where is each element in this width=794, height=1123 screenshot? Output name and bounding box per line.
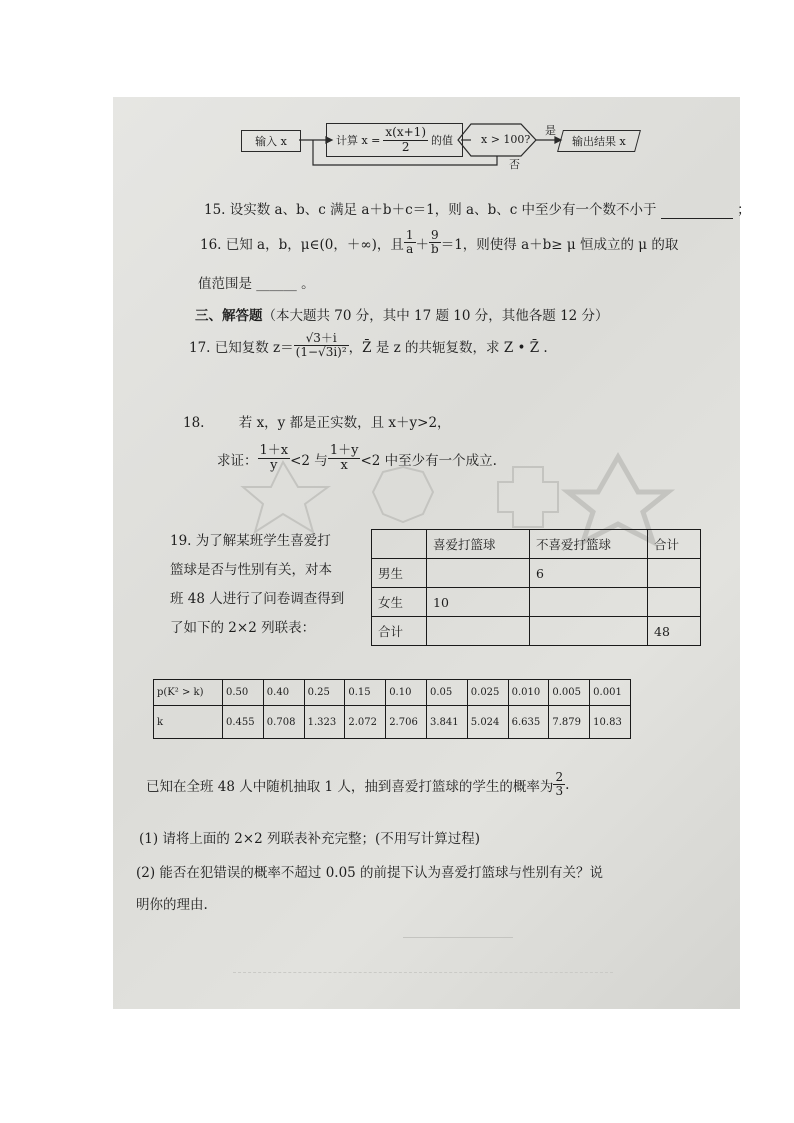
table-cell [530,588,648,617]
table-cell: 2.706 [386,706,427,739]
q19-line-3: 班 48 人进行了问卷调查得到 [170,591,345,607]
q16-fraction-2 [429,229,441,256]
q16-fraction-1 [404,229,416,256]
table-cell: 48 [648,617,701,646]
bleed-through-line [403,937,513,938]
table-header-cell: 合计 [648,530,701,559]
flow-output-label: 输出结果 x [572,135,626,148]
k-label-cell: k [154,706,223,739]
q18-f2-num: 1＋y [329,443,359,458]
table-cell: 2.072 [345,706,386,739]
q16-f1-den: a [406,242,414,257]
q19-sub-1: (1) 请将上面的 2×2 列联表补充完整；(不用写计算过程) [139,831,481,847]
q18-fraction-2 [328,444,361,474]
q18-f2-den: x [340,458,348,474]
table-cell: 男生 [372,559,427,588]
question-18 [183,411,451,431]
q18-prove-label: 求证： [217,452,258,469]
q17-den: (1−√3i)² [295,345,347,360]
flow-no-label: 否 [509,158,520,171]
q18-fraction-1 [258,444,291,474]
question-17 [189,332,548,359]
table-cell: 0.005 [549,680,590,706]
flow-compute-suffix: 的值 [431,134,453,147]
table-cell: 0.15 [345,680,386,706]
table-cell: 0.05 [426,680,467,706]
q16-rest: ＝1，则使得 a＋b≥ μ 恒成立的 μ 的取 [440,236,679,253]
q16-line2: 值范围是 [198,276,252,292]
table-row [372,530,701,559]
q19-prob-fraction [553,771,565,798]
flow-decision-label: x > 100? [481,133,531,146]
table-cell: 0.50 [223,680,264,706]
table-cell [427,617,530,646]
q17-lead: 17. 已知复数 z＝ [189,339,294,356]
q16-end: 。 [301,276,315,292]
q15-tail: ； [737,202,751,218]
flow-compute-den: 2 [401,139,410,154]
q15-blank [661,202,733,219]
q19-sub-2: (2) 能否在犯错误的概率不超过 0.05 的前提下认为喜爱打篮球与性别有关？说 [136,865,604,881]
q19-prob-text: 已知在全班 48 人中随机抽取 1 人，抽到喜爱打篮球的学生的概率为 [146,778,554,795]
table-cell: 6.635 [508,706,549,739]
q18-number: 18. [183,415,205,431]
q16-f1-num: 1 [405,228,414,242]
table-cell: 0.40 [263,680,304,706]
q16-plus: ＋ [415,236,430,253]
q18-lt1: <2 与 [290,452,328,469]
table-cell: 10 [427,588,530,617]
q19-prob-num: 2 [555,770,564,784]
table-cell: 6 [530,559,648,588]
table-row [372,559,701,588]
table-row [372,588,701,617]
q19-line-1: 19. 为了解某班学生喜爱打 [170,533,331,549]
exam-paper [113,97,751,1009]
table-cell [372,530,427,559]
question-18-prove [217,444,497,474]
flow-compute-label: 计算 x = [335,134,381,147]
q17-num: √3＋i [294,332,349,346]
q19-line-4: 了如下的 2×2 列联表： [170,620,316,636]
q18-f1-den: y [270,458,278,474]
section-3-heading [195,304,609,324]
q16-lead: 16. 已知 a，b，μ∈(0，＋∞)，且 [200,236,404,253]
table-cell: 0.25 [304,680,345,706]
table-cell [530,617,648,646]
bleed-through-line [233,972,613,973]
q16-f2-num: 9 [429,229,441,243]
q19-prob-end: . [565,776,570,793]
table-cell: 0.001 [590,680,631,706]
q19-probability [146,771,569,798]
flow-yes-label: 是 [545,124,556,137]
q18-lt2: <2 中至少有一个成立. [360,452,497,469]
table-cell: 5.024 [467,706,508,739]
table-row [154,680,631,706]
table-cell: 0.10 [386,680,427,706]
question-16-line2 [198,272,315,292]
q19-prob-den: 3 [555,784,564,799]
table-cell: 7.879 [549,706,590,739]
flow-output-box [557,130,641,152]
table-header-cell: 不喜爱打篮球 [530,530,648,559]
flow-input-label: 输入 x [255,135,287,148]
table-cell [648,559,701,588]
section-3-title: 三、解答题 [195,308,263,324]
critical-value-table [153,679,631,739]
section-3-note: （本大题共 70 分，其中 17 题 10 分，其他各题 12 分） [262,308,609,324]
q17-rest: ，Z̄ 是 z 的共轭复数，求 Z • Z̄ . [348,339,548,356]
table-cell: 0.708 [263,706,304,739]
q18-line1: 若 x，y 都是正实数，且 x＋y>2， [238,415,451,431]
table-cell: 1.323 [304,706,345,739]
table-cell: 3.841 [426,706,467,739]
question-15 [204,198,751,219]
table-cell [648,588,701,617]
p-label-cell: p(K² > k) [154,680,223,706]
question-19-intro [170,527,344,643]
q15-text: 15. 设实数 a、b、c 满足 a＋b＋c＝1，则 a、b、c 中至少有一个数不小于 [204,202,657,218]
q18-f1-num: 1＋x [259,443,289,458]
table-cell: 女生 [372,588,427,617]
contingency-table [371,529,701,646]
table-cell: 合计 [372,617,427,646]
question-16 [200,229,678,256]
table-cell: 0.025 [467,680,508,706]
q19-sub-2b: 明你的理由. [136,897,208,913]
q16-blank: ______ [256,276,297,292]
q17-fraction [294,332,349,359]
table-cell: 0.455 [223,706,264,739]
table-row [372,617,701,646]
table-cell: 0.010 [508,680,549,706]
table-header-cell: 喜爱打篮球 [427,530,530,559]
table-cell [427,559,530,588]
table-cell: 10.83 [590,706,631,739]
q16-f2-den: b [431,242,439,257]
flow-compute-num: x(x+1) [385,125,426,140]
table-row [154,706,631,739]
q19-line-2: 篮球是否与性别有关，对本 [170,562,332,578]
